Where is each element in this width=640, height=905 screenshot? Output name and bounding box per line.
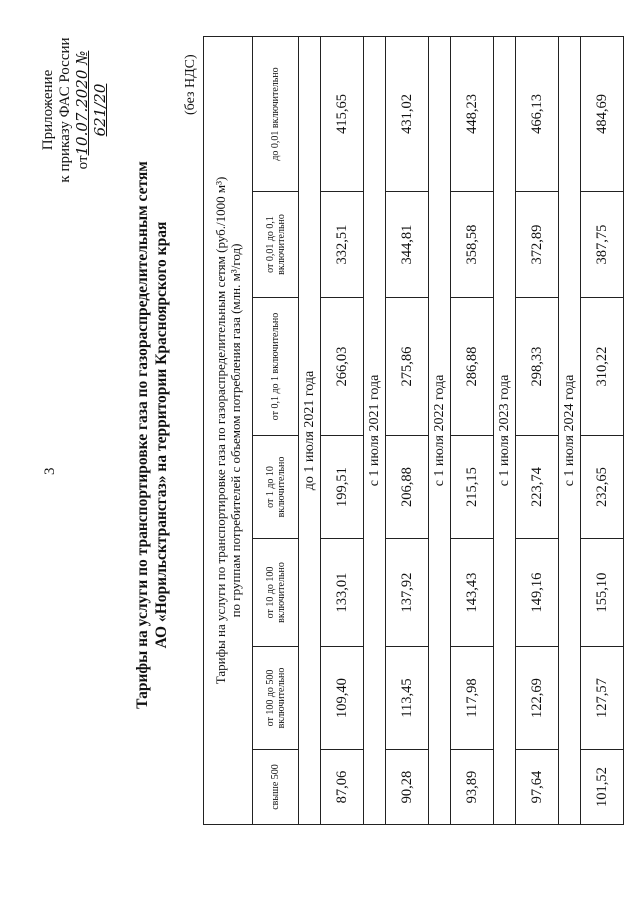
tariff-cell: 87,06 — [321, 750, 364, 825]
document-title — [133, 55, 171, 815]
tariff-cell: 199,51 — [321, 436, 364, 539]
table-row — [386, 36, 429, 824]
document-title-line-2: АО «Норильсктрансгаз» на территории Красноярского края — [153, 221, 170, 649]
period-row — [429, 36, 451, 824]
column-header: от 10 до 100 включительно — [253, 539, 299, 647]
tariff-cell: 143,43 — [451, 539, 494, 647]
page-number: 3 — [42, 467, 58, 475]
tariff-cell: 149,16 — [516, 539, 559, 647]
period-label: с 1 июля 2021 года — [364, 36, 386, 824]
tariff-cell: 415,65 — [321, 36, 364, 191]
column-header: свыше 500 — [253, 750, 299, 825]
tariff-cell: 206,88 — [386, 436, 429, 539]
column-header: от 100 до 500 включительно — [253, 647, 299, 750]
tariff-cell: 215,15 — [451, 436, 494, 539]
tariff-cell: 133,01 — [321, 539, 364, 647]
appendix-block — [40, 35, 110, 185]
tariff-cell: 275,86 — [386, 298, 429, 436]
tariff-cell: 310,22 — [581, 298, 624, 436]
tariff-cell: 286,88 — [451, 298, 494, 436]
column-header: от 0,01 до 0,1 включительно — [253, 192, 299, 298]
tariff-cell: 372,89 — [516, 192, 559, 298]
tariff-cell: 117,98 — [451, 647, 494, 750]
table-main-header — [204, 36, 253, 824]
tariff-cell: 387,75 — [581, 192, 624, 298]
tariff-cell: 431,02 — [386, 36, 429, 191]
tariff-cell: 448,23 — [451, 36, 494, 191]
table-main-header-line-2: по группам потребителей с объемом потребления газа (млн. м³/год) — [228, 243, 243, 618]
table-column-header-row — [253, 36, 299, 824]
tariff-cell: 90,28 — [386, 750, 429, 825]
table-main-header-line-1: Тарифы на услуги по транспортировке газа по газораспределительным сетям (руб./1000 м³) — [213, 176, 228, 685]
period-label: с 1 июля 2023 года — [494, 36, 516, 824]
tariff-cell: 298,33 — [516, 298, 559, 436]
table-row — [581, 36, 624, 824]
tariff-cell: 484,69 — [581, 36, 624, 191]
tariff-cell: 466,13 — [516, 36, 559, 191]
tariff-cell: 127,57 — [581, 647, 624, 750]
tariff-cell: 358,58 — [451, 192, 494, 298]
tariff-cell: 137,92 — [386, 539, 429, 647]
period-label: с 1 июля 2022 года — [429, 36, 451, 824]
tariff-cell: 113,45 — [386, 647, 429, 750]
column-header: от 1 до 10 включительно — [253, 436, 299, 539]
tariff-cell: 155,10 — [581, 539, 624, 647]
tariff-cell: 122,69 — [516, 647, 559, 750]
appendix-date-line — [74, 35, 110, 185]
column-header: от 0,1 до 1 включительно — [253, 298, 299, 436]
table-row — [321, 36, 364, 824]
table-row — [516, 36, 559, 824]
tariff-cell: 223,74 — [516, 436, 559, 539]
tariff-cell: 101,52 — [581, 750, 624, 825]
vat-note: (без НДС) — [183, 54, 198, 115]
period-row — [559, 36, 581, 824]
period-row — [364, 36, 386, 824]
tariff-cell: 232,65 — [581, 436, 624, 539]
appendix-order-reference: к приказу ФАС России — [57, 37, 73, 183]
period-row — [494, 36, 516, 824]
tariff-cell: 344,81 — [386, 192, 429, 298]
appendix-label: Приложение — [40, 69, 56, 151]
tariff-cell: 93,89 — [451, 750, 494, 825]
handwritten-date-number: 10.07.2020 № 621/20 — [73, 50, 109, 156]
tariff-cell: 332,51 — [321, 192, 364, 298]
tariffs-table — [203, 36, 624, 825]
table-header-row — [204, 36, 253, 824]
table-row — [451, 36, 494, 824]
period-row — [299, 36, 321, 824]
tariff-cell: 109,40 — [321, 647, 364, 750]
period-label: до 1 июля 2021 года — [299, 36, 321, 824]
period-label: с 1 июля 2024 года — [559, 36, 581, 824]
document-title-line-1: Тарифы на услуги по транспортировке газа по газораспределительным сетям — [134, 161, 151, 709]
column-header: до 0,01 включительно — [253, 36, 299, 191]
appendix-date-prefix: от — [75, 155, 91, 170]
tariff-cell: 266,03 — [321, 298, 364, 436]
tariff-cell: 97,64 — [516, 750, 559, 825]
